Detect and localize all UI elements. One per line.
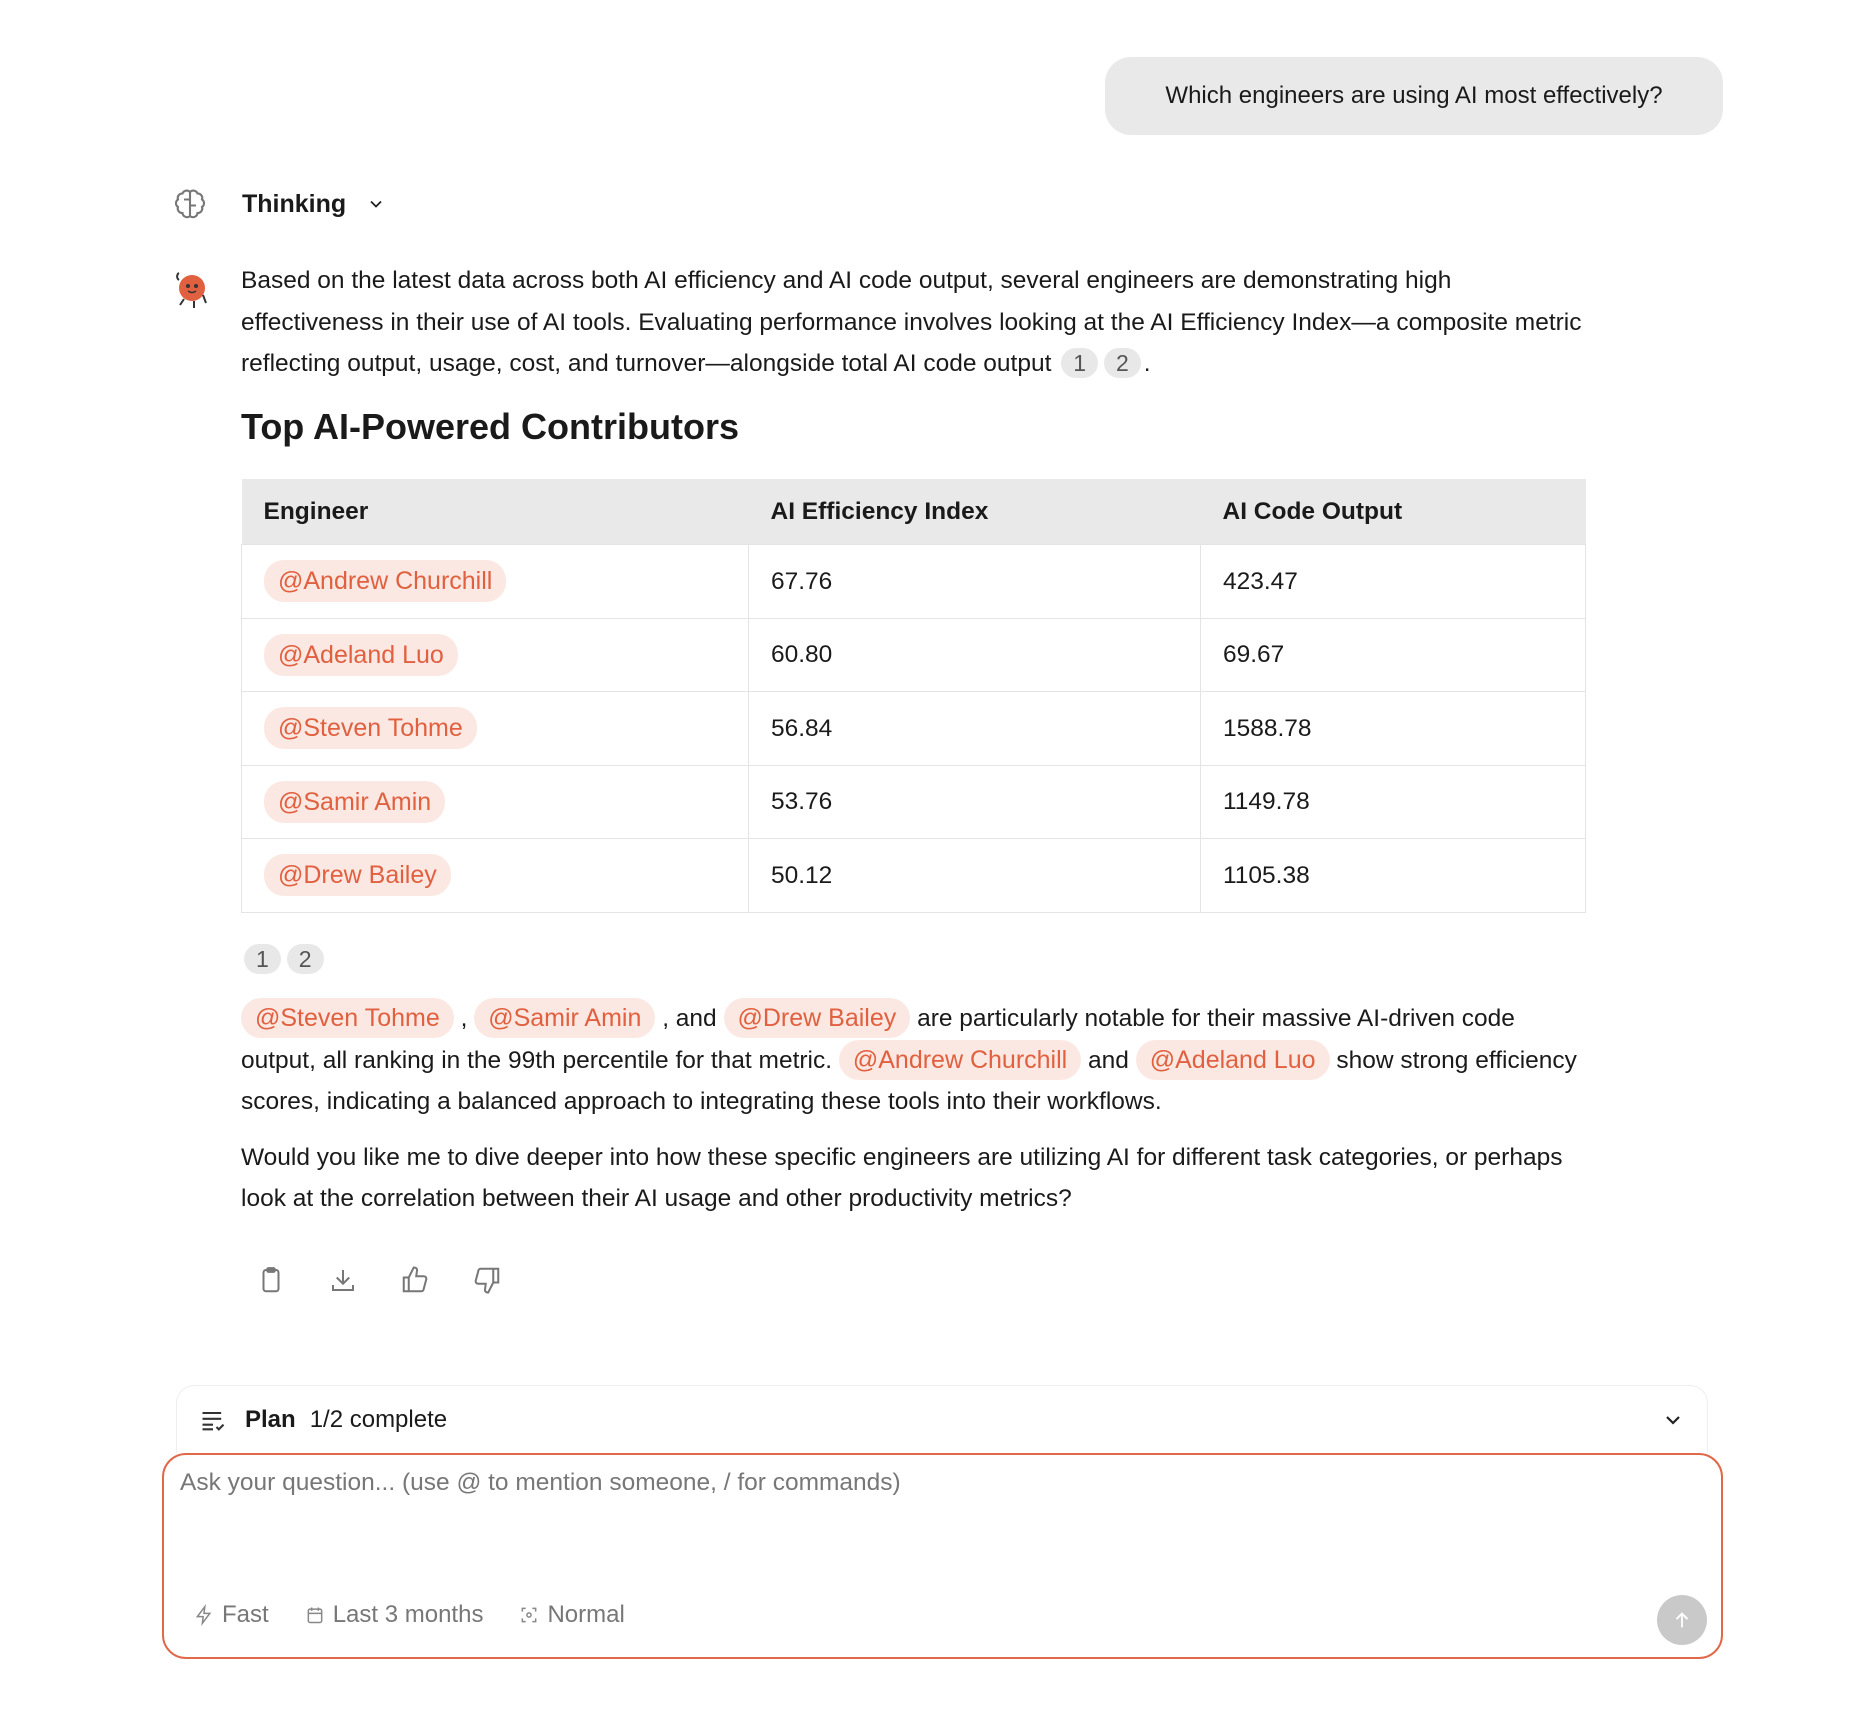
table-row — [242, 618, 1586, 692]
table-cell — [749, 692, 1201, 766]
thinking-toggle[interactable] — [172, 186, 386, 222]
mention-pill[interactable]: @Adeland Luo — [264, 634, 458, 676]
thumbs-down-icon[interactable] — [472, 1263, 502, 1297]
copy-icon[interactable] — [256, 1263, 286, 1297]
table-cell — [242, 618, 749, 692]
plan-status: 1/2 complete — [309, 1405, 448, 1433]
citation-badge[interactable]: 1 — [1061, 348, 1098, 378]
thinking-label: Thinking — [242, 189, 347, 218]
contributors-table — [241, 479, 1586, 913]
download-icon[interactable] — [328, 1263, 358, 1297]
code-output-value: 1588.78 — [1223, 714, 1312, 742]
code-output-value: 423.47 — [1223, 567, 1298, 595]
send-button[interactable] — [1657, 1595, 1707, 1645]
focus-icon — [519, 1604, 539, 1626]
section-heading: Top AI-Powered Contributors — [241, 405, 739, 447]
efficiency-value: 50.12 — [771, 861, 833, 889]
assistant-avatar-icon — [170, 268, 212, 310]
mention-pill[interactable]: @Samir Amin — [264, 781, 445, 823]
efficiency-value: 67.76 — [771, 567, 833, 595]
citation-badge[interactable]: 2 — [1104, 348, 1141, 378]
table-cell — [1201, 839, 1586, 913]
table-row — [242, 839, 1586, 913]
table-cell — [1201, 618, 1586, 692]
column-header: AI Efficiency Index — [749, 479, 1201, 545]
lightning-icon — [194, 1604, 214, 1626]
plan-label: Plan — [245, 1405, 296, 1433]
mention-pill[interactable]: @Drew Bailey — [264, 854, 451, 896]
efficiency-value: 56.84 — [771, 714, 833, 742]
column-header: AI Code Output — [1201, 479, 1586, 545]
table-cell — [1201, 545, 1586, 619]
mention-pill[interactable]: @Andrew Churchill — [264, 560, 506, 602]
table-cell — [1201, 692, 1586, 766]
message-actions — [256, 1263, 502, 1297]
mention-pill[interactable]: @Andrew Churchill — [839, 1040, 1081, 1080]
chevron-down-icon[interactable] — [1661, 1408, 1685, 1432]
efficiency-value: 53.76 — [771, 788, 833, 815]
speed-option[interactable]: Fast — [194, 1601, 269, 1629]
question-input[interactable] — [180, 1469, 1580, 1549]
table-cell — [749, 839, 1201, 913]
followup-paragraph: Would you like me to dive deeper into how these specific engineers are utilizing AI for different task categories, or perhaps look at the correlation between their AI usage and other productivity metrics? — [241, 1143, 1563, 1212]
chat-input-box — [162, 1453, 1723, 1659]
date-range-option[interactable]: Last 3 months — [305, 1601, 484, 1629]
table-row — [242, 765, 1586, 839]
focus-mode-option[interactable]: Normal — [519, 1601, 624, 1629]
table-cell — [749, 765, 1201, 839]
table-cell — [749, 618, 1201, 692]
code-output-value: 1105.38 — [1223, 861, 1310, 889]
table-cell — [242, 692, 749, 766]
efficiency-value: 60.80 — [771, 641, 833, 668]
citation-badge[interactable]: 1 — [244, 944, 281, 974]
table-row — [242, 692, 1586, 766]
checklist-icon — [199, 1406, 227, 1434]
table-citations — [241, 939, 1591, 981]
plan-panel[interactable] — [176, 1385, 1708, 1453]
calendar-icon — [305, 1604, 325, 1626]
user-message-bubble: Which engineers are using AI most effectively? — [1105, 57, 1723, 135]
chevron-down-icon — [366, 194, 386, 214]
mention-pill[interactable]: @Steven Tohme — [264, 707, 477, 749]
table-row — [242, 545, 1586, 619]
mention-pill[interactable]: @Steven Tohme — [241, 998, 454, 1038]
code-output-value: 69.67 — [1223, 641, 1285, 668]
thumbs-up-icon[interactable] — [400, 1263, 430, 1297]
table-cell — [242, 765, 749, 839]
table-cell — [1201, 765, 1586, 839]
code-output-value: 1149.78 — [1223, 788, 1310, 815]
table-cell — [242, 839, 749, 913]
table-cell — [749, 545, 1201, 619]
citation-badge[interactable]: 2 — [287, 944, 324, 974]
intro-paragraph: Based on the latest data across both AI efficiency and AI code output, several engineers are demonstrating high effectiveness in their use of AI tools. Evaluating performance involves looking at the AI Efficiency Index—a composite metric reflecting output, usage, cost, and turnover—alongside total AI code output 1 2 . — [241, 267, 1582, 377]
column-header: Engineer — [242, 479, 749, 545]
summary-paragraph: @Steven Tohme , @Samir Amin , and @Drew Bailey are particularly notable for their massive AI-driven code output, all ranking in the 99th percentile for that metric. @Andrew Churchill and @Adeland Luo show strong efficiency scores, indicating a balanced approach to integrating these tools into their workflows. — [241, 998, 1591, 1123]
mention-pill[interactable]: @Drew Bailey — [724, 998, 911, 1038]
mention-pill[interactable]: @Samir Amin — [474, 998, 655, 1038]
assistant-response — [241, 260, 1591, 1234]
mention-pill[interactable]: @Adeland Luo — [1136, 1040, 1330, 1080]
arrow-up-icon — [1671, 1609, 1693, 1631]
table-cell — [242, 545, 749, 619]
brain-icon — [172, 186, 208, 222]
